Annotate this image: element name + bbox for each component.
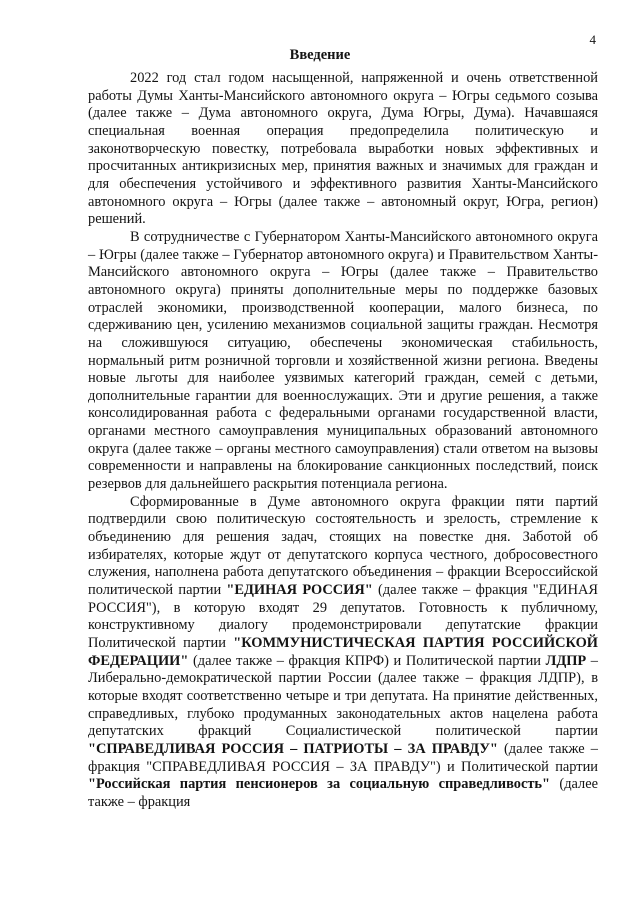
party-name-spravedlivaya-rossiya: "СПРАВЕДЛИВАЯ РОССИЯ – ПАТРИОТЫ – ЗА ПРАВДУ" (88, 740, 498, 757)
party-name-kprf: "КОММУНИСТИЧЕСКАЯ ПАРТИЯ РОССИЙСКОЙ ФЕДЕРАЦИИ" (88, 635, 598, 669)
party-name-pensioners: "Российская партия пенсионеров за социальную справедливость" (88, 776, 551, 793)
party-name-edinaya-rossiya: "ЕДИНАЯ РОССИЯ" (226, 582, 373, 599)
paragraph-cooperation (88, 229, 598, 494)
paragraph-fractions (88, 494, 598, 812)
paragraph-intro (88, 70, 598, 229)
cooperation-text: В сотрудничестве с Губернатором Ханты-Мансийского автономного округа – Югры (далее также – Губернатор автономного округа) и Правительством Ханты-Мансийского автономного округа – Югры (далее также – Правительство автономного округа) приняты дополнительные меры по поддержке базовых отраслей экономики, производственной кооперации, малого бизнеса, по сдерживанию цен, усилению механизмов социальной защиты граждан. Несмотря на сложившуюся ситуацию, обеспечены экономическая стабильность, нормальный ритм розничной торговли и хозяйственной жизни региона. Введены новые льготы для наиболее уязвимых категорий граждан, семей с детьми, дополнительные гарантии для военнослужащих. Эти и другие решения, а также консолидированная работа с федеральными органами государственной власти, органами местного самоуправления муниципальных образований автономного округа (далее также – органы местного самоуправления) стали ответом на вызовы современности и направлены на блокирование санкционных последствий, поиск резервов для дальнейшего раскрытия потенциала региона. (88, 228, 598, 493)
section-heading: Введение (289, 47, 351, 63)
fractions-text: (далее также – фракция "СПРАВЕДЛИВАЯ РОССИЯ – ЗА ПРАВДУ") и Политической партии (88, 740, 598, 775)
document-body (88, 70, 598, 812)
fractions-text: (далее также – фракция (88, 776, 598, 810)
fractions-text: – Либерально-демократической партии России (далее также – фракция ЛДПР), в которые входят соответственно четыре и три депутата. На принятие действенных, справедливых, глубоко продуманных законодательных актов нацелена работа депутатских фракций Социалистической политической партии (88, 652, 598, 740)
fractions-text: (далее также – фракция "ЕДИНАЯ РОССИЯ"), в которую входят 29 депутатов. Готовность к публичному, конструктивному диалогу продемонстрировали депутатские фракции Политической партии (88, 582, 598, 651)
page-number: 4 (589, 32, 596, 47)
fractions-text: Сформированные в Думе автономного округа фракции пяти партий подтвердили свою политическую состоятельность и зрелость, стремление к объединению для решения задач, стоящих на повестке дня. Заботой об избирателях, которые ждут от депутатского корпуса честного, добросовестного служения, наполнена работа депутатского объединения – фракции Всероссийской политической партии (88, 493, 598, 599)
intro-text: 2022 год стал годом насыщенной, напряженной и очень ответственной работы Думы Ханты-Мансийского автономного округа – Югры седьмого созыва (далее также – Дума автономного округа, Дума Югры, Дума). Начавшаяся специальная военная операция предопределила политическую и законотворческую повестку, потребовала выработки новых эффективных и просчитанных антикризисных мер, принятия важных и значимых для граждан и для обеспечения устойчивого и эффективного развития Ханты-Мансийского автономного округа – Югры (далее также – автономный округ, Югра, регион) решений. (88, 70, 598, 228)
fractions-text: (далее также – фракция КПРФ) и Политической партии (188, 652, 546, 669)
party-name-ldpr: ЛДПР (545, 652, 587, 669)
